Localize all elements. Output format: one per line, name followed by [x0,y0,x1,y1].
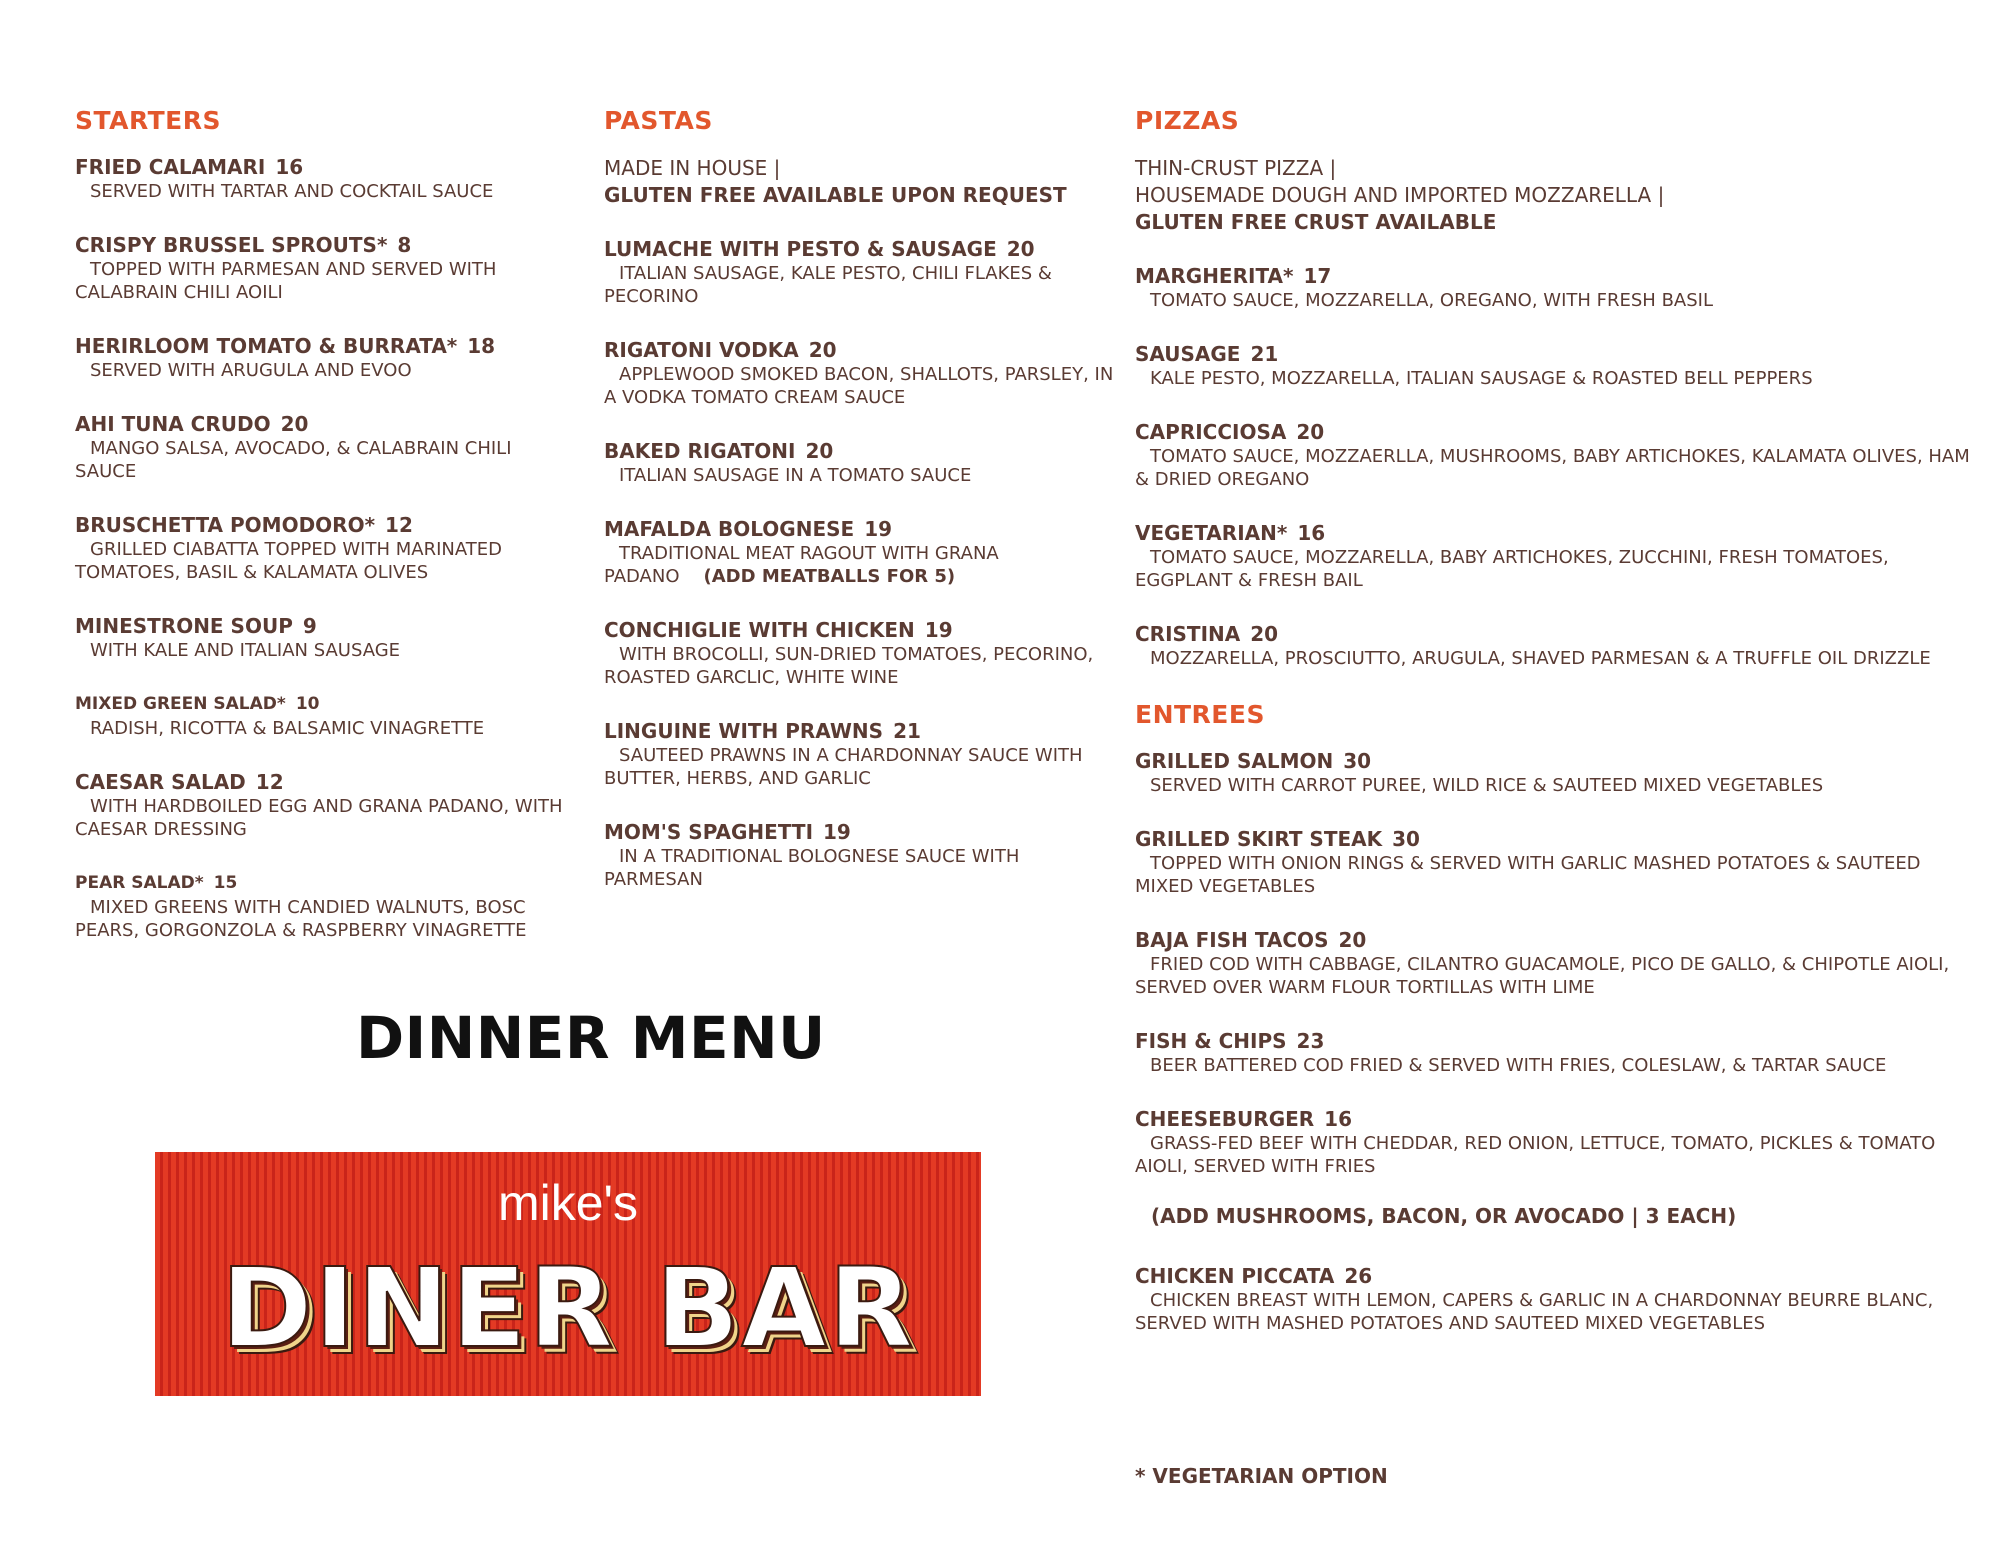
item-description: WITH KALE AND ITALIAN SAUSAGE [90,640,401,661]
item-name: CHEESEBURGER [1135,1107,1315,1131]
item-description: TOMATO SAUCE, MOZZARELLA, OREGANO, WITH FRESH BASIL [1150,290,1713,311]
item-price: 20 [280,412,309,436]
menu-item [1135,622,1975,670]
pizzas-entrees-column [1135,106,1975,1365]
item-description: RADISH, RICOTTA & BALSAMIC VINAGRETTE [90,718,485,739]
item-name: FISH & CHIPS [1135,1029,1287,1053]
starters-title: STARTERS [75,106,221,135]
item-price: 30 [1392,827,1420,851]
item-name-line [75,692,575,716]
pizzas-title: PIZZAS [1135,106,1240,135]
menu-item [75,692,575,740]
item-name-line [1135,622,1975,646]
item-description: TOPPED WITH ONION RINGS & SERVED WITH GARLIC MASHED POTATOES & SAUTEED MIXED VEGETABLES [1135,853,1921,897]
item-description: SERVED WITH ARUGULA AND EVOO [90,360,412,381]
item-price: 20 [1250,622,1279,646]
menu-item [604,719,1124,790]
item-price: 16 [1297,521,1326,545]
item-price: 21 [893,719,921,743]
item-description: IN A TRADITIONAL BOLOGNESE SAUCE WITH PARMESAN [604,846,1020,890]
menu-item [75,871,575,942]
menu-item [75,412,575,483]
menu-item [1135,1029,1975,1077]
item-description: CHICKEN BREAST WITH LEMON, CAPERS & GARLIC IN A CHARDONNAY BEURRE BLANC, SERVED WITH MASHED POTATOES AND SAUTEED MIXED VEGETABLES [1135,1290,1934,1334]
menu-item [604,517,1124,588]
item-name-line [604,237,1124,261]
item-description: TOMATO SAUCE, MOZZAERLLA, MUSHROOMS, BABY ARTICHOKES, KALAMATA OLIVES, HAM & DRIED OREGANO [1135,446,1970,490]
item-description: MIXED GREENS WITH CANDIED WALNUTS, BOSC PEARS, GORGONZOLA & RASPBERRY VINAGRETTE [75,897,527,941]
item-price: 20 [1338,928,1367,952]
item-description: SERVED WITH CARROT PUREE, WILD RICE & SAUTEED MIXED VEGETABLES [1150,775,1824,796]
item-description: ITALIAN SAUSAGE IN A TOMATO SAUCE [619,465,972,486]
item-price: 19 [924,618,953,642]
item-price: 30 [1343,749,1372,773]
item-name: MARGHERITA* [1135,264,1294,288]
menu-item [1135,521,1975,592]
item-description [604,542,1124,588]
item-name: CRISPY BRUSSEL SPROUTS* [75,233,388,257]
item-description: GRASS-FED BEEF WITH CHEDDAR, RED ONION, LETTUCE, TOMATO, PICKLES & TOMATO AIOLI, SERVED WITH FRIES [1135,1133,1936,1177]
pastas-title: PASTAS [604,106,713,135]
item-name-line [1135,420,1975,444]
item-description: WITH HARDBOILED EGG AND GRANA PADANO, WITH CAESAR DRESSING [75,796,563,840]
item-name-line [75,412,575,436]
logo-main-text: DINER BAR [220,1244,916,1372]
item-name-line [1135,1029,1975,1053]
item-name: LUMACHE WITH PESTO & SAUSAGE [604,237,997,261]
item-description: APPLEWOOD SMOKED BACON, SHALLOTS, PARSLEY, IN A VODKA TOMATO CREAM SAUCE [604,364,1114,408]
item-name-line [75,770,575,794]
item-price: 23 [1296,1029,1325,1053]
item-name-line [1135,1107,1975,1131]
menu-item [75,513,575,584]
item-price: 26 [1344,1264,1373,1288]
item-name-line [1135,521,1975,545]
item-description: FRIED COD WITH CABBAGE, CILANTRO GUACAMOLE, PICO DE GALLO, & CHIPOTLE AIOLI, SERVED OVER WARM FLOUR TORTILLAS WITH LIME [1135,954,1950,998]
item-name-line [604,618,1124,642]
item-description: SAUTEED PRAWNS IN A CHARDONNAY SAUCE WITH BUTTER, HERBS, AND GARLIC [604,745,1083,789]
item-name: BRUSCHETTA POMODORO* [75,513,376,537]
menu-item [1135,749,1975,797]
item-description: GRILLED CIABATTA TOPPED WITH MARINATED TOMATOES, BASIL & KALAMATA OLIVES [75,539,502,583]
item-price: 21 [1250,342,1279,366]
entrees-title: ENTREES [1135,700,1265,729]
item-description: MANGO SALSA, AVOCADO, & CALABRAIN CHILI SAUCE [75,438,512,482]
menu-item [1135,342,1975,390]
logo-script-text: mike's [497,1175,639,1231]
item-name: GRILLED SKIRT STEAK [1135,827,1383,851]
item-price: 19 [823,820,851,844]
menu-item [75,334,575,382]
item-price: 20 [1006,237,1035,261]
item-description: BEER BATTERED COD FRIED & SERVED WITH FRIES, COLESLAW, & TARTAR SAUCE [1150,1055,1887,1076]
menu-item [604,820,1124,891]
menu-item [1135,1264,1975,1335]
menu-item [1135,928,1975,999]
item-price: 15 [213,873,238,893]
item-name-line [1135,342,1975,366]
pizzas-intro-line: HOUSEMADE DOUGH AND IMPORTED MOZZARELLA | [1135,183,1665,207]
menu-item [75,155,575,203]
item-description: MOZZARELLA, PROSCIUTTO, ARUGULA, SHAVED PARMESAN & A TRUFFLE OIL DRIZZLE [1150,648,1931,669]
menu-item [604,439,1124,487]
item-name: VEGETARIAN* [1135,521,1288,545]
item-description: WITH BROCOLLI, SUN-DRIED TOMATOES, PECORINO, ROASTED GARCLIC, WHITE WINE [604,644,1094,688]
item-name-line [1135,749,1975,773]
item-name: CAESAR SALAD [75,770,246,794]
item-name: HERIRLOOM TOMATO & BURRATA* [75,334,458,358]
menu-item [75,233,575,304]
menu-item [75,770,575,841]
dinner-menu-heading: DINNER MENU [356,1004,826,1072]
menu-item [604,237,1124,308]
menu-item [1135,827,1975,898]
item-name-line [75,871,575,895]
item-price: 20 [1296,420,1325,444]
item-price: 20 [805,439,834,463]
pastas-gluten-note: GLUTEN FREE AVAILABLE UPON REQUEST [604,183,1067,207]
item-name-line [604,439,1124,463]
menu-item [604,618,1124,689]
pizzas-gluten-note: GLUTEN FREE CRUST AVAILABLE [1135,210,1497,234]
pastas-intro-line: MADE IN HOUSE | [604,156,781,180]
item-name-line [604,338,1124,362]
pastas-column [604,106,1124,921]
item-price: 16 [1324,1107,1353,1131]
item-description: TOMATO SAUCE, MOZZARELLA, BABY ARTICHOKES, ZUCCHINI, FRESH TOMATOES, EGGPLANT & FRESH BAIL [1135,547,1889,591]
menu-item [1135,264,1975,312]
item-price: 16 [275,155,304,179]
item-name: BAJA FISH TACOS [1135,928,1329,952]
vegetarian-footnote: * VEGETARIAN OPTION [1135,1464,1388,1488]
item-name-line [75,614,575,638]
item-name-line [604,719,1124,743]
menu-item [75,614,575,662]
item-price: 20 [808,338,837,362]
diner-bar-logo [155,1152,981,1396]
item-price: 18 [467,334,496,358]
item-description: TOPPED WITH PARMESAN AND SERVED WITH CALABRAIN CHILI AOILI [75,259,497,303]
item-description-text: TRADITIONAL MEAT RAGOUT WITH GRANA PADANO [604,543,999,587]
item-name-line [75,233,575,257]
item-name: MIXED GREEN SALAD* [75,694,286,714]
item-price: 17 [1303,264,1332,288]
item-name: MOM'S SPAGHETTI [604,820,814,844]
item-name-line [1135,1264,1975,1288]
item-name-line [1135,928,1975,952]
item-price: 9 [302,614,317,638]
item-name: LINGUINE WITH PRAWNS [604,719,884,743]
pizzas-intro-line: THIN-CRUST PIZZA | [1135,156,1337,180]
item-name-line [1135,264,1975,288]
item-name-line [604,517,1124,541]
item-price: 8 [397,233,412,257]
item-name-line [604,820,1124,844]
item-name: FRIED CALAMARI [75,155,266,179]
item-name: BAKED RIGATONI [604,439,796,463]
item-name: GRILLED SALMON [1135,749,1334,773]
pastas-intro [604,155,1124,209]
item-price: 19 [864,517,893,541]
menu-item [1135,1107,1975,1178]
item-name: CAPRICCIOSA [1135,420,1287,444]
item-name-line [1135,827,1975,851]
entrees-addon-note: (ADD MUSHROOMS, BACON, OR AVOCADO | 3 EACH) [1151,1204,1737,1228]
item-description: ITALIAN SAUSAGE, KALE PESTO, CHILI FLAKES & PECORINO [604,263,1052,307]
item-price: 12 [385,513,413,537]
item-name: CHICKEN PICCATA [1135,1264,1335,1288]
menu-item [604,338,1124,409]
item-price: 10 [295,694,320,714]
item-addon: (ADD MEATBALLS FOR 5) [703,566,956,587]
item-name-line [75,334,575,358]
starters-column [75,106,575,972]
item-name: MAFALDA BOLOGNESE [604,517,855,541]
item-name: PEAR SALAD* [75,873,204,893]
item-name: CONCHIGLIE WITH CHICKEN [604,618,915,642]
item-price: 12 [255,770,284,794]
item-name: RIGATONI VODKA [604,338,799,362]
item-name-line [75,513,575,537]
pizzas-intro [1135,155,1975,236]
item-description: SERVED WITH TARTAR AND COCKTAIL SAUCE [90,181,494,202]
item-name: CRISTINA [1135,622,1241,646]
item-description: KALE PESTO, MOZZARELLA, ITALIAN SAUSAGE & ROASTED BELL PEPPERS [1150,368,1813,389]
item-name: SAUSAGE [1135,342,1241,366]
menu-item [1135,420,1975,491]
item-name: MINESTRONE SOUP [75,614,293,638]
item-name: AHI TUNA CRUDO [75,412,271,436]
item-name-line [75,155,575,179]
